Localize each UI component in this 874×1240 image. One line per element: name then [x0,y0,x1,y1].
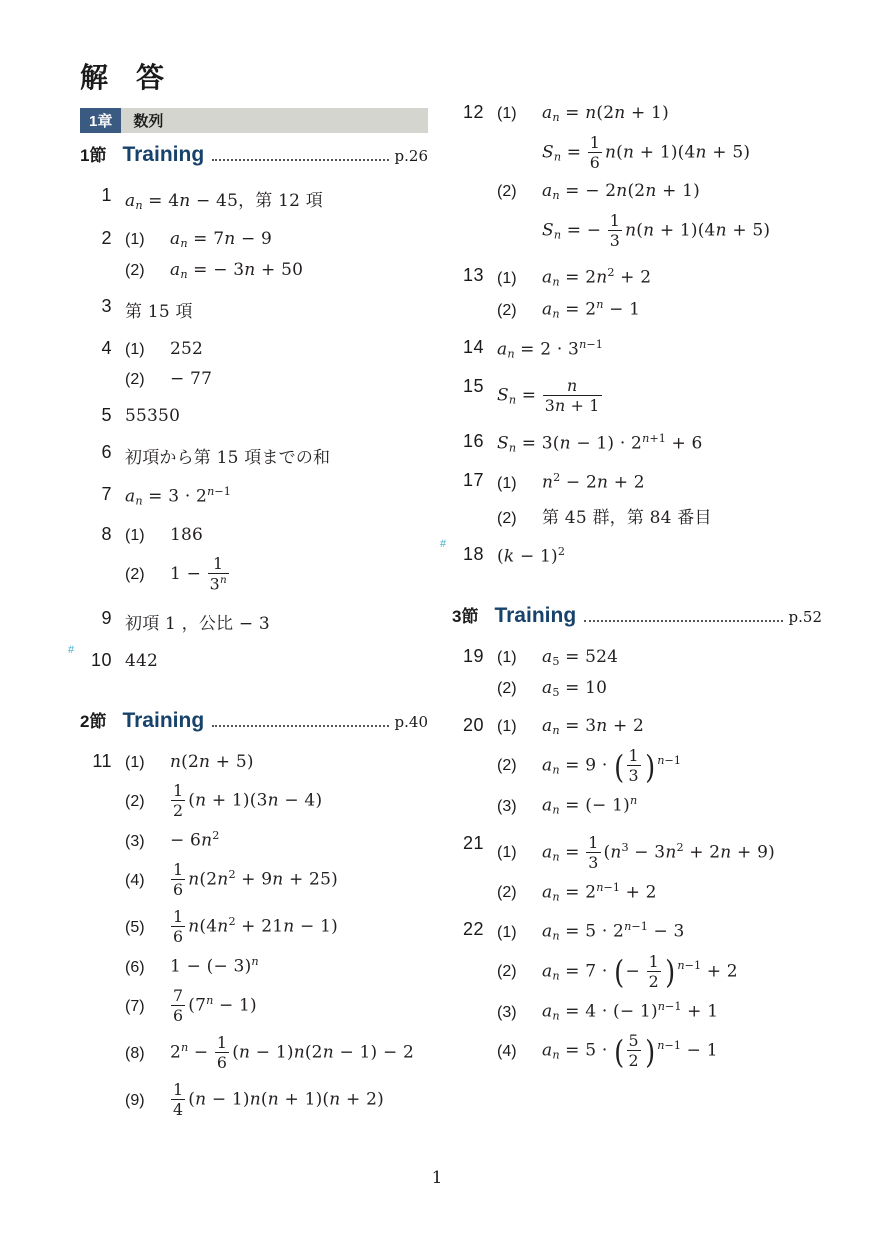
item-row [497,103,822,124]
section-title: Training [494,604,577,628]
item-row [497,953,822,990]
part-label: (5) [125,918,145,936]
part-label: (1) [125,230,145,248]
item-row [497,1000,822,1023]
answer-item [80,438,428,478]
math-expression: $a_n = 5$ · ( $\frac{5}{2}$ ) $^{n-1}$ − 1 [542,1031,718,1072]
item-rows [497,466,822,538]
item-row [497,881,822,904]
math-expression: $a_5 = 10$ [542,678,608,700]
item-row [497,920,822,943]
item-row [125,485,428,508]
part-label: (4) [125,871,145,889]
item-row [125,369,428,389]
part-label: (2) [497,680,517,698]
math-expression: $a_n = 2^n - 1$ [542,298,641,321]
item-row [125,651,428,671]
part-label: (2) [497,509,517,527]
answer-item [80,520,428,602]
answer-item [80,334,428,399]
item-row [125,229,428,250]
item-row [497,647,822,668]
math-expression: $S_n$ = $\frac{n}{3n + 1}$ [497,376,600,416]
math-expression: $a_n$ = $\frac{1}{3}$ $(n^3 - 3n^2 + 2n + 9)$ [542,832,775,872]
math-expression: $\frac{1}{2}$ (n + 1)(3n − 4) [173,781,323,821]
section-number: 1節 [80,146,107,165]
math-expression: $a_n = 5 \cdot 2^{n-1} - 3$ [542,920,685,943]
right-column [440,98,822,1081]
right-column-blocks [440,98,822,1079]
answer-item [452,711,822,826]
item-row [125,406,428,426]
item-rows [497,540,822,577]
part-label: (2) [497,884,517,902]
part-label: (3) [497,1003,517,1021]
math-expression: 442 [125,651,159,672]
item-row [125,260,428,281]
item-row [125,297,428,322]
math-expression: $S_n = 3(n - 1) \cdot 2^{n+1} + 6$ [497,431,703,455]
item-row [125,443,428,468]
item-row [497,338,822,361]
math-expression: $a_n$ = − 2n(2n + 1) [542,180,700,202]
item-number: # 10 [68,644,112,671]
part-label: (1) [497,474,517,492]
math-expression: $a_n = 3n + 2$ [542,716,645,737]
answer-item [452,372,822,424]
part-label: (1) [497,649,517,667]
item-rows [497,711,822,826]
math-expression: 第 45 群，第 84 番目 [542,507,712,528]
item-number: 11 [92,751,112,772]
item-rows [125,438,428,478]
item-row [497,266,822,289]
math-expression: $a_n = n(2n + 1)$ [542,103,669,124]
section-number: 3節 [452,607,479,627]
item-row [125,609,428,634]
item-number: 15 [462,376,484,397]
item-number: 3 [101,296,112,317]
item-row [125,955,428,977]
answer-item [80,747,428,1128]
part-label: (1) [125,754,145,772]
math-expression: $\frac{1}{4}$ (n − 1)n(n + 1)(n + 2) [173,1080,384,1120]
chapter-band [80,108,428,133]
left-column-blocks [68,141,428,1128]
item-rows [497,427,822,465]
math-expression: 第 15 項 [125,302,193,323]
item-number: 22 [462,919,484,940]
math-expression: 初項 1 ，公比 − 3 [125,614,270,635]
part-label: (3) [125,833,145,851]
item-row [497,716,822,737]
item-rows [497,333,822,371]
item-row [497,747,822,784]
hash-mark: # [440,537,447,550]
answer-item [452,915,822,1079]
chapter-title: 数列 [133,113,164,130]
item-row [497,503,822,528]
item-rows [497,261,822,331]
item-number: 20 [462,715,484,736]
math-expression: $a_n = 7n - 9$ [170,228,273,250]
answer-item [452,466,822,538]
part-label: (4) [497,1042,517,1060]
section-page-ref: p.40 [394,713,428,732]
section-page-ref: p.52 [788,608,822,627]
item-row [497,1031,822,1072]
math-expression: $S_n$ = − $\frac{1}{3}$ n(n + 1)(4n + 5) [542,210,771,250]
part-label: (1) [497,105,517,122]
item-row [497,545,822,567]
item-row [497,212,822,249]
section-page-ref: p.26 [394,147,428,165]
math-expression: $a_n = 7$ · (− $\frac{1}{2}$ ) $^{n-1}$ + 2 [542,951,738,992]
item-number: 17 [462,470,484,491]
part-label: (2) [497,302,517,320]
item-row [497,471,822,493]
math-expression: $a_n = 4$ · (− 1)$^{n-1}$ + 1 [542,999,719,1023]
math-expression: − $6n^2$ [170,829,220,852]
item-number: 4 [101,338,112,359]
dotted-leader [212,725,388,727]
item-rows [125,747,428,1128]
item-number: 13 [462,264,484,285]
math-expression: n(2n + 5) [170,752,254,773]
item-number: 12 [462,102,484,122]
item-row [125,1081,428,1118]
item-rows [125,181,428,222]
item-rows [125,292,428,332]
item-number: 6 [101,442,112,463]
section-header [452,602,822,628]
item-number: 16 [462,430,484,451]
answer-item [68,644,428,681]
answer-item [80,292,428,332]
math-expression: $a_n$ = − 3n + 50 [170,259,304,281]
part-label: (2) [125,371,145,389]
math-expression: 初項から第 15 項までの和 [125,448,331,469]
dotted-leader [584,620,782,622]
answer-item [452,427,822,465]
item-row [125,752,428,772]
math-expression: $(k - 1)^2$ [497,544,565,567]
part-label: (3) [497,797,517,815]
item-rows [125,604,428,644]
item-row [125,782,428,819]
item-row [497,298,822,321]
part-label: (1) [125,341,145,359]
answer-item [452,261,822,331]
math-expression: 55350 [125,406,181,427]
part-label: (8) [125,1044,145,1062]
part-label: (2) [125,261,145,279]
part-label: (1) [125,526,145,544]
item-row [125,987,428,1024]
math-expression: $a_n = 2^{n-1} + 2$ [542,880,657,904]
math-expression: 252 [170,339,204,360]
answer-item [80,224,428,291]
item-number: 2 [101,227,112,248]
item-number: 7 [101,484,112,505]
part-label: (1) [497,269,517,287]
math-expression: $a_n$ = (− 1)$^n$ [542,793,638,817]
section-number: 2節 [80,712,107,732]
part-label: (2) [497,963,517,981]
part-label: (1) [497,844,517,862]
math-expression: $\frac{1}{6}$ $n(4n^2 + 21n - 1)$ [173,907,338,947]
item-rows [497,372,822,424]
item-row [125,339,428,359]
item-row [125,555,428,592]
section-title: Training [122,143,205,166]
math-expression: 186 [170,524,204,545]
math-expression: $a_n = 2n^2 + 2$ [542,265,652,289]
answer-item [80,401,428,436]
item-row [497,377,822,414]
item-row [497,181,822,202]
part-label: (2) [125,792,145,810]
item-rows [125,401,428,436]
item-rows [497,915,822,1079]
math-expression: $a_n = 2 \cdot 3^{n-1}$ [497,337,603,361]
item-row [497,678,822,699]
item-row [125,525,428,545]
item-row [497,134,822,171]
math-expression: $a_n = 9$ · ( $\frac{1}{3}$ ) $^{n-1}$ [542,745,682,786]
item-number: 1 [101,185,112,205]
item-row [125,1034,428,1071]
section-header [80,141,428,167]
hash-mark: # [68,644,75,657]
answer-item [452,98,822,259]
answer-item [80,480,428,518]
item-number: 14 [462,336,484,357]
section-header [80,707,428,733]
math-expression: $a_n = 3 \cdot 2^{n-1}$ [125,485,231,508]
item-number: 9 [101,608,112,629]
part-label: (2) [497,757,517,775]
part-label: (6) [125,959,145,977]
item-rows [125,334,428,399]
item-row [497,834,822,871]
answer-item [80,604,428,644]
page-number: 1 [431,1168,443,1188]
part-label: (9) [125,1091,145,1109]
item-number: 21 [462,832,484,853]
math-expression: $a_5 = 524$ [542,647,619,669]
math-expression: $\frac{7}{6}$ $(7^n - 1)$ [173,986,257,1026]
item-row [497,794,822,817]
answers-title: 解 答 [80,62,165,93]
item-rows [497,642,822,709]
item-rows [125,646,428,681]
answer-item [440,537,822,577]
item-rows [125,224,428,291]
math-expression: 1 − (− 3)$^n$ [170,955,259,978]
part-label: (1) [497,718,517,736]
math-expression: $S_n$ = $\frac{1}{6}$ n(n + 1)(4n + 5) [542,132,751,172]
item-rows [125,480,428,518]
part-label: (2) [497,182,517,200]
math-expression: $n^2 - 2n + 2$ [542,471,645,493]
math-expression: $a_n = 4n - 45$，第 12 項 [125,191,323,212]
section-title: Training [122,709,205,733]
math-expression: $2^n$ − $\frac{1}{6}$ (n − 1)n(2n − 1) − 2 [170,1033,415,1073]
item-number: 19 [462,646,484,667]
part-label: (1) [497,923,517,941]
item-rows [125,520,428,602]
answer-item [452,333,822,371]
item-number: 5 [101,405,112,426]
item-row [125,186,428,212]
item-number: 8 [101,523,112,544]
answer-item [452,642,822,709]
item-rows [497,829,822,914]
part-label: (7) [125,997,145,1015]
item-row [125,908,428,945]
item-row [497,432,822,455]
item-number: # 18 [440,537,484,564]
chapter-badge: 1章 [80,108,121,133]
item-row [125,829,428,851]
dotted-leader [212,159,388,161]
item-row [125,861,428,898]
math-expression: $\frac{1}{6}$ $n(2n^2 + 9n + 25)$ [173,860,338,900]
answer-item [80,181,428,222]
math-expression: − 77 [170,369,213,390]
left-column [68,56,428,1130]
answer-item [452,829,822,914]
item-rows [497,98,822,259]
part-label: (2) [125,565,145,583]
math-expression: 1 − $\frac{1}{3^n}$ [170,553,227,594]
